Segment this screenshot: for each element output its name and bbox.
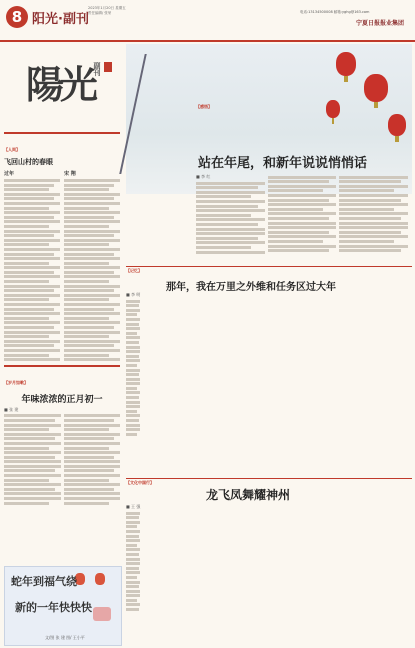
ad-caption: 文/图 张 建 图/ 王小平	[45, 635, 85, 640]
poem-right-author: 宋 翔	[64, 171, 76, 177]
ad-line-1: 蛇年到福气绕	[11, 575, 77, 588]
masthead	[4, 44, 120, 130]
lantern-icon	[336, 52, 356, 76]
article2-author: ■ 李 明	[126, 292, 141, 297]
publisher-brand: 宁夏日报报业集团	[356, 20, 405, 27]
left-column	[4, 44, 120, 506]
divider	[126, 266, 412, 267]
article3-body	[126, 504, 412, 613]
feature-body	[196, 174, 408, 264]
article2-body	[126, 292, 412, 437]
divider	[4, 365, 120, 367]
issue-meta	[88, 6, 168, 16]
feature-tag: 【感悟】	[196, 104, 212, 109]
lantern-icon	[364, 74, 388, 102]
divider	[126, 478, 412, 479]
page-header	[0, 0, 415, 42]
essay-left-title: 年味浓浓的正月初一	[21, 394, 103, 405]
lantern-icon	[388, 114, 406, 136]
seal-icon	[104, 62, 112, 72]
feature-article	[126, 44, 412, 264]
issue-date: 2023年1月20日 星期五	[88, 6, 126, 10]
page-number: 8	[6, 6, 28, 28]
feature-author: ■ 李 红	[196, 174, 211, 179]
essay-left-author: ■ 张 建	[4, 406, 19, 412]
lantern-icon	[95, 573, 105, 585]
poetry-title: 飞回山村的春眼	[4, 158, 53, 166]
divider	[4, 132, 120, 134]
feature-title: 站在年尾，和新年说说悄悄话	[198, 156, 368, 171]
poems	[4, 168, 120, 363]
feature-illustration	[126, 44, 412, 194]
article3-author: ■ 王 强	[126, 504, 141, 509]
section-name: 阳光·副刊	[32, 12, 89, 27]
masthead-subtitle: 副刊	[93, 62, 102, 76]
article-2	[126, 278, 412, 370]
poem-left	[4, 168, 60, 363]
essay-left-body	[4, 413, 120, 506]
article2-tag: 【记忆】	[126, 268, 142, 273]
new-year-ad	[4, 566, 122, 646]
article2-title: 那年，我在万里之外维和任务区过大年	[166, 282, 336, 293]
poetry-tag: 【人间】	[4, 147, 20, 152]
article3-tag: 【文化中国行】	[126, 480, 154, 485]
ad-line-2: 新的一年快快快	[15, 601, 92, 614]
poem-right	[64, 168, 120, 363]
lantern-icon	[326, 100, 340, 118]
essay-left-tag: 【岁月如歌】	[4, 379, 28, 385]
masthead-title: 陽光	[26, 62, 95, 107]
contact-line: 电话:13134500008 邮箱:yghg@163.com	[300, 10, 370, 14]
gift-icon	[93, 607, 111, 621]
article3-title: 龙飞凤舞耀神州	[206, 488, 291, 502]
editor-line: 责任编辑/ 张荣	[88, 11, 112, 15]
poem-left-title: 过年	[4, 171, 15, 177]
